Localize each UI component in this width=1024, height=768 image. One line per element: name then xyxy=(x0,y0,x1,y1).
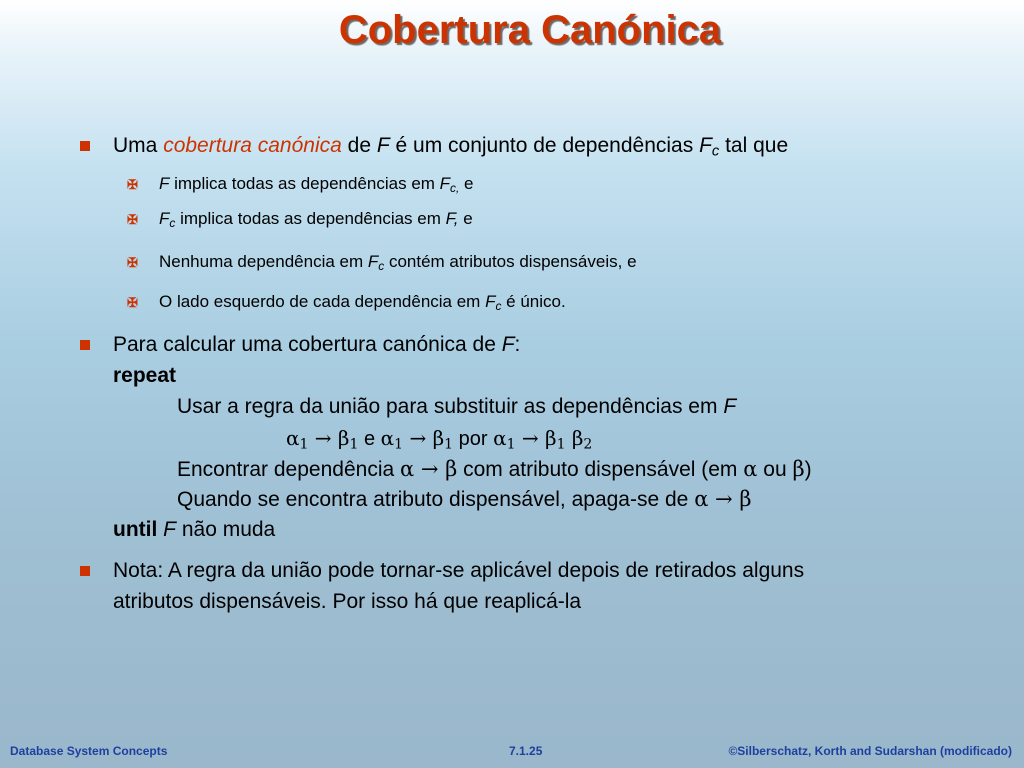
z-bullet-icon: ✠ xyxy=(127,177,138,192)
sub-bullet-3-text: Nenhuma dependência em $F_c$ contém atributos dispensáveis, e xyxy=(159,252,637,273)
z-bullet-icon: ✠ xyxy=(127,212,138,227)
bullet-1-text: Uma cobertura canónica de F é um conjunto de dependências $F_c$ tal que xyxy=(113,134,789,160)
union-rule-formula: $\alpha_1 \to \beta_1$ e $\alpha_1 \to \beta_1$ por $\alpha_1 \to \beta_1$ $\beta_2$ xyxy=(286,426,593,453)
square-bullet-icon xyxy=(80,340,90,350)
bullet-2-text: Para calcular uma cobertura canónica de F: xyxy=(113,333,521,356)
step-delete-text: Quando se encontra atributo dispensável, apaga-se de α → β xyxy=(177,487,752,511)
repeat-keyword: repeat xyxy=(113,364,177,387)
sub-bullet-2-text: $F_c$ implica todas as dependências em F, e xyxy=(159,209,473,230)
sub-bullet-4-text: O lado esquerdo de cada dependência em $F_c$ é único. xyxy=(159,292,566,313)
sub-bullet-1-text: F implica todas as dependências em $F_{c,}$ e xyxy=(159,174,474,195)
z-bullet-icon: ✠ xyxy=(127,295,138,310)
footer-left: Database System Concepts xyxy=(10,744,168,758)
until-line: until F não muda xyxy=(113,518,276,541)
bullet-3-line-1: Nota: A regra da união pode tornar-se aplicável depois de retirados alguns xyxy=(113,559,805,582)
square-bullet-icon xyxy=(80,141,90,151)
slide-title: Cobertura Canónica xyxy=(338,8,722,52)
footer-page-number: 7.1.25 xyxy=(509,744,543,758)
bullet-3-line-2: atributos dispensáveis. Por isso há que reaplicá-la xyxy=(113,590,582,613)
square-bullet-icon xyxy=(80,566,90,576)
footer-copyright: ©Silberschatz, Korth and Sudarshan (modificado) xyxy=(728,744,1012,758)
z-bullet-icon: ✠ xyxy=(127,255,138,270)
step-find-text: Encontrar dependência α → β com atributo dispensável (em α ou β) xyxy=(177,457,812,481)
step-union-text: Usar a regra da união para substituir as dependências em F xyxy=(177,395,737,418)
